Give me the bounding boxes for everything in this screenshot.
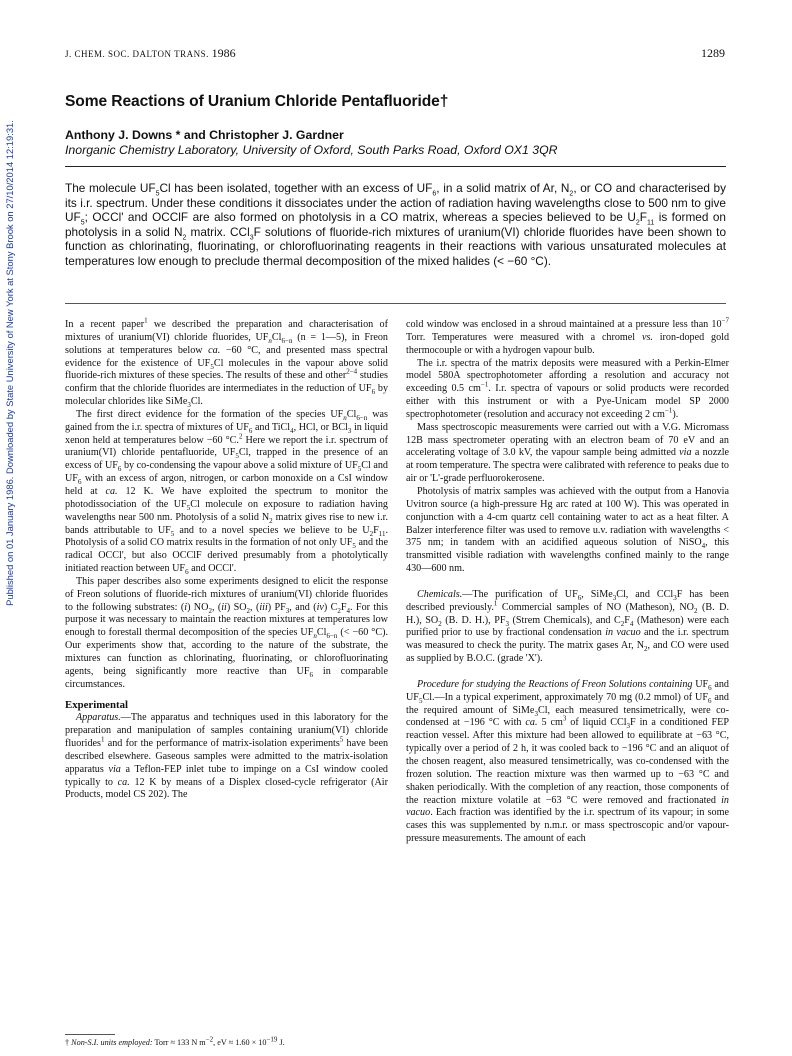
section-heading: Experimental bbox=[65, 699, 128, 712]
footnote-rule bbox=[65, 1034, 115, 1035]
footnote: † Non-S.I. units employed: Torr ≈ 133 N $m^{-2}$, eV ≈ $1.60 \times 10^{-19}$ J. bbox=[65, 1035, 285, 1047]
paragraph: Chemicals.—The purification of $UF_6$, SiMe$_3$Cl, and CCl$_3$F has been described previously.$^1$ Commercial samples of NO (Matheson), $NO_2$ (B. D. H.), $SO_2$ (B. D. H.), $PF_3$ (Strem Chemicals), and $C_2F_4$ (Matheson) were each purified prior to use by fractional condensation in vacuo and the i.r. spectrum was measured to check the purity. The matrix gases Ar, $N_2$, and CO were used as supplied by B.O.C. (grade 'X'). bbox=[406, 588, 730, 665]
run-in-heading: Apparatus. bbox=[76, 712, 121, 724]
download-notice: Published on 01 January 1986. Downloaded by State University of New York at Stony Brook on 27/10/2014 12:19:31. bbox=[4, 120, 15, 606]
paragraph: Photolysis of matrix samples was achieved with the output from a Hanovia Uvitron source (a high-pressure Hg arc rated at 100 W). This was operated in conjunction with a 4-cm quartz cell containing water to act as a heat filter. A Balzer interference filter was used to remove u.v. radiation with wavelengths < 375 nm; in tandem with an acidified aqueous solution of NiSO$_4$, this transmitted visible radiation with wavelengths confined mainly to the range 430—600 nm. bbox=[406, 485, 729, 575]
affiliation: Inorganic Chemistry Laboratory, University of Oxford, South Parks Road, Oxford OX1 3QR bbox=[65, 143, 558, 157]
paragraph: The i.r. spectra of the matrix deposits were measured with a Perkin-Elmer model 580A spectrophotometer affording a resolution and accuracy not exceeding 0.5 $cm^{-1}$. I.r. spectra of vapours or solid products were recorded either with this instrument or with a Pye-Unicam model SP 2000 spectrophotometer (resolution and accuracy not exceeding 2 $cm^{-1}$). bbox=[406, 357, 729, 420]
paragraph: cold window was enclosed in a shroud maintained at a pressure less than $10^{-7}$ Torr. Temperatures were measured with a chromel vs. iron-doped gold thermocouple or with a hydrogen vapour bulb. bbox=[406, 316, 730, 356]
left-column bbox=[65, 316, 389, 802]
paragraph: In a recent paper$^1$ we described the preparation and characterisation of mixtures of uranium(VI) chloride fluorides, $UF_nCl_{6-n}$ (n = 1—5), in Freon solutions at temperatures below ca. −60 °C, and presented mass spectral evidence for the existence of $UF_5Cl$ molecules in the vapour above solid fluoride-rich mixtures of these species. The results of these and other$^{2-4}$ studies confirm that the chloride fluorides are intermediates in the reduction of $UF_6$ by molecular chlorides like SiMe$_3$Cl. bbox=[65, 316, 389, 410]
header-rule bbox=[65, 166, 726, 167]
paragraph: Apparatus.—The apparatus and techniques used in this laboratory for the preparation and manipulation of samples containing uranium(VI) chloride fluorides$^1$ and for the performance of matrix-isolation experiments$^5$ have been described elsewhere. Gaseous samples were admitted to the matrix-isolation apparatus via a Teflon-FEP inlet tube to impinge on a CsI window cooled typically to ca. 12 K by means of a Displex closed-cycle refrigerator (Air Products, model CS 202). The bbox=[65, 712, 389, 801]
abstract-rule bbox=[65, 303, 726, 304]
article-title: Some Reactions of Uranium Chloride Pentafluoride† bbox=[65, 93, 449, 110]
right-column bbox=[406, 316, 730, 846]
spacer bbox=[406, 576, 729, 589]
paragraph: Mass spectroscopic measurements were carried out with a V.G. Micromass 12B mass spectrometer operating with an electron beam of 70 eV and an accelerating voltage of 3.0 kV, the vapour sample being admitted via a nozzle at room temperature. The spectra were calibrated with reference to peaks due to air or 'L'-grade perfluorokerosene. bbox=[406, 421, 729, 485]
author-list: Anthony J. Downs * and Christopher J. Gardner bbox=[65, 128, 344, 142]
paragraph: This paper describes also some experiments designed to elicit the response of Freon solutions of fluoride-rich mixtures of uranium(VI) chloride fluorides to the following substrates: (i) $NO_2$, (ii) $SO_2$, (iii) $PF_3$, and (iv) $C_2F_4$. For this purpose it was necessary to maintain the reaction mixtures at temperatures low enough to forestall thermal decomposition of the species $UF_nCl_{6-n}$ (< −60 °C). Our experiments show that, according to the nature of the substrate, the mixtures can function as chlorinating, fluorinating, or chlorofluorinating agents, being significantly more reactive than $UF_6$ in comparable circumstances. bbox=[65, 575, 389, 690]
running-head bbox=[65, 46, 236, 61]
spacer bbox=[406, 666, 729, 679]
paragraph: The first direct evidence for the formation of the species $UF_nCl_{6-n}$ was gained from the i.r. spectra of mixtures of $UF_6$ and TiCl$_4$, HCl, or BCl$_3$ in liquid xenon held at temperatures below −60 °C.$^2$ Here we report the i.r. spectrum of uranium(VI) chloride pentafluoride, $UF_5Cl$, trapped in the presence of an excess of $UF_6$ by co-condensing the vapour above a solid mixture of $UF_5Cl$ and $UF_6$ with an excess of argon, nitrogen, or carbon monoxide on a CsI window held at ca. 12 K. We have exploited the spectrum to monitor the photodissociation of the $UF_5Cl$ molecule on exposure to radiation having wavelengths near 500 nm. Photolysis of a solid $N_2$ matrix gives rise to new i.r. bands attributable to $UF_5$ and to a novel species we believe to be $U_2F_{11}$. Photolysis of a solid CO matrix results in the formation of not only $UF_5$ and the radical OCCl', but also OCClF derived presumably from a photolytically initiated reaction between $UF_6$ and OCCl'. bbox=[65, 408, 389, 577]
run-in-heading: Procedure for studying the Reactions of Freon Solutions containing bbox=[417, 678, 693, 690]
run-in-heading: Chemicals. bbox=[417, 588, 463, 600]
page-number: 1289 bbox=[701, 46, 725, 60]
abstract: The molecule $UF_5Cl$ has been isolated, together with an excess of $UF_6$, in a solid matrix of Ar, $N_2$, or CO and characterised by its i.r. spectrum. Under these conditions it dissociates under the action of radiation having wavelengths close to 500 nm to give $UF_5$; OCCl' and OCClF are also formed on photolysis in a CO matrix, whereas a species believed to be $U_2F_{11}$ is formed on photolysis in a solid $N_2$ matrix. CCl$_3$F solutions of fluoride-rich mixtures of uranium(VI) chloride fluorides have been shown to function as chlorinating, fluorinating, or chlorofluorinating reagents in their reactions with various unsaturated molecules at temperatures low enough to preclude thermal decomposition of the mixed halides (< −60 °C). bbox=[65, 181, 727, 268]
journal-year: 1986 bbox=[211, 46, 236, 60]
paragraph: Procedure for studying the Reactions of Freon Solutions containing $UF_6$ and $UF_5Cl.—In$ a typical experiment, approximately 70 mg (0.2 mmol) of $UF_6$ and the required amount of SiMe$_3$Cl, each measured tensimetrically, were co-condensed at −196 °C with ca. 5 $cm^3$ of liquid CCl$_3$F in a conditioned FEP reaction vessel. After this mixture had been allowed to equilibrate at −63 °C, typically over a period of 2 h, it was cooled back to −196 °C and an aliquot of the chosen reagent, also measured tensimetrically, was co-condensed with the frozen solution. The reaction mixture was then warmed up to −63 °C and shaken periodically. With the completion of any reaction, those components of the reaction mixture volatile at −63 °C were removed and fractionated in vacuo. Each fraction was identified by the i.r. spectrum of its vapour; in some cases this was supplemented by n.m.r. or mass spectroscopic and/or vapour-pressure measurements. The amount of each bbox=[406, 678, 730, 845]
journal-name: J. CHEM. SOC. DALTON TRANS. bbox=[65, 49, 209, 59]
